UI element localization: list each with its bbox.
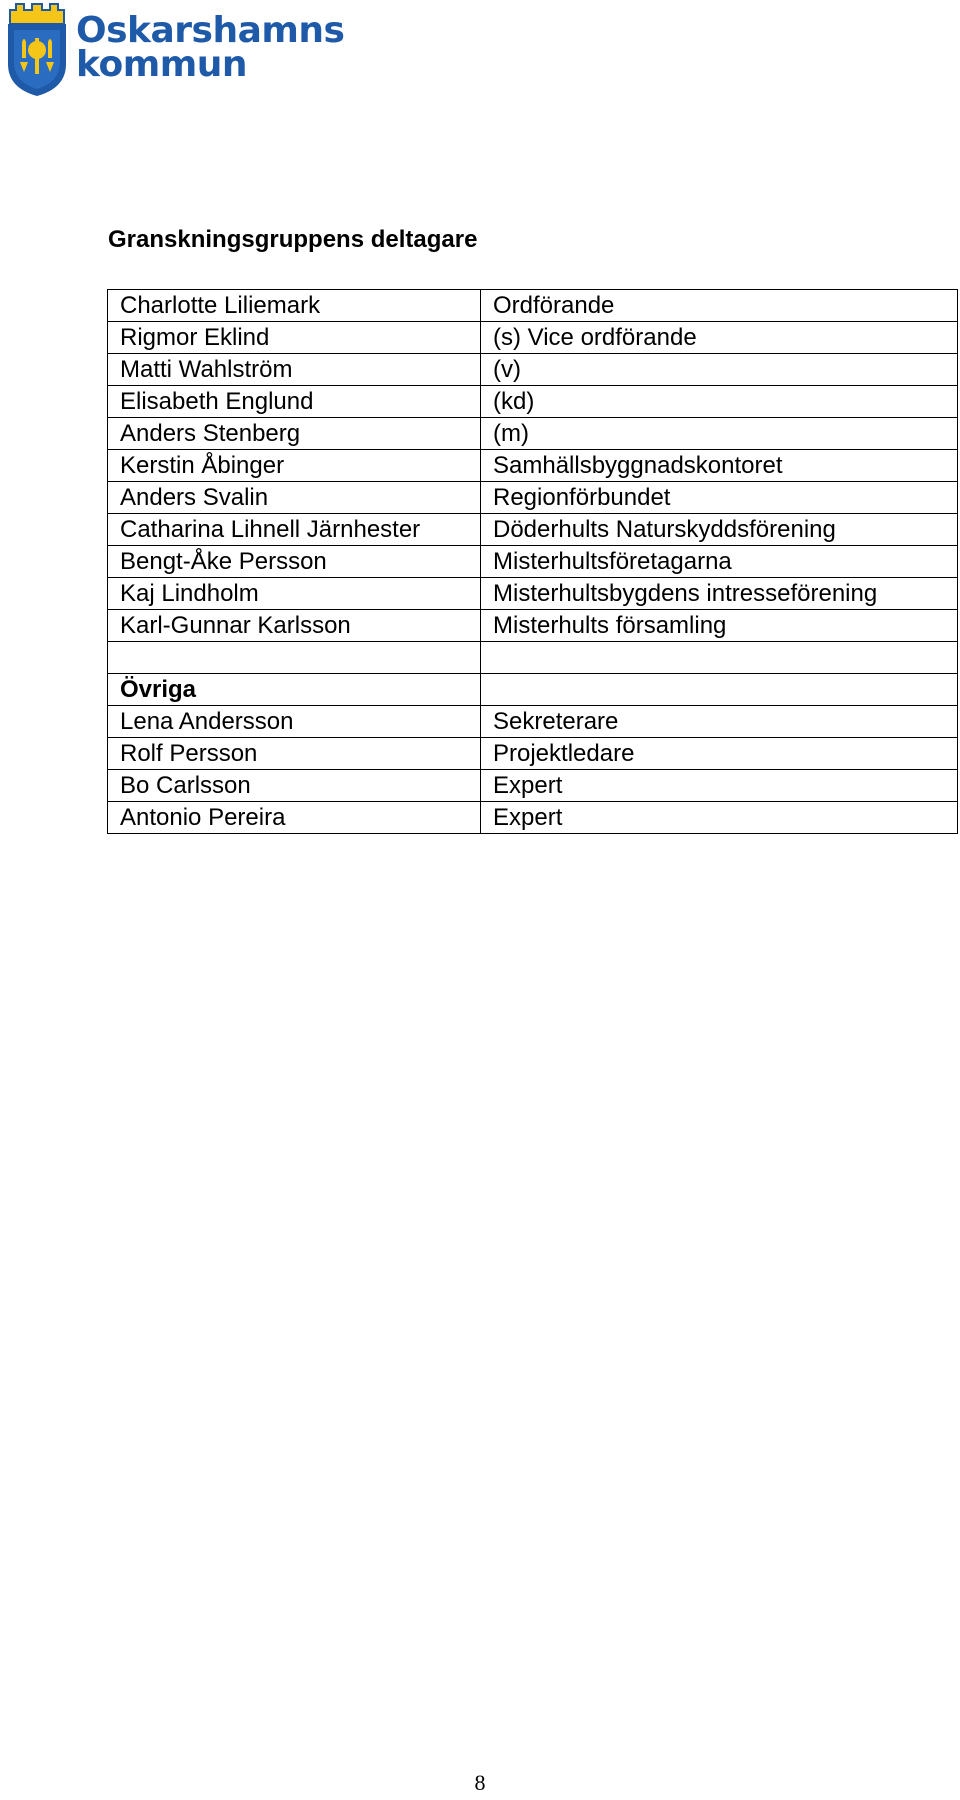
table-row	[108, 706, 958, 738]
page-number: 8	[474, 1770, 486, 1795]
empty-cell	[108, 642, 481, 674]
member-role: Misterhultsbygdens intresseförening	[481, 578, 958, 610]
table-row	[108, 738, 958, 770]
member-name: Karl-Gunnar Karlsson	[108, 610, 481, 642]
member-role: (v)	[481, 354, 958, 386]
other-name: Antonio Pereira	[108, 802, 481, 834]
other-role: Expert	[481, 770, 958, 802]
other-name: Rolf Persson	[108, 738, 481, 770]
other-name: Lena Andersson	[108, 706, 481, 738]
table-row	[108, 770, 958, 802]
member-role: (s) Vice ordförande	[481, 322, 958, 354]
member-role: (kd)	[481, 386, 958, 418]
participants-table	[107, 289, 958, 834]
table-row	[108, 450, 958, 482]
member-role: Misterhults församling	[481, 610, 958, 642]
others-heading-row	[108, 674, 958, 706]
member-name: Charlotte Liliemark	[108, 290, 481, 322]
member-name: Anders Stenberg	[108, 418, 481, 450]
logo-line-2: kommun	[76, 44, 247, 85]
other-name: Bo Carlsson	[108, 770, 481, 802]
member-name: Kaj Lindholm	[108, 578, 481, 610]
municipality-logo	[2, 2, 345, 98]
member-role: (m)	[481, 418, 958, 450]
member-role: Misterhultsföretagarna	[481, 546, 958, 578]
table-row	[108, 482, 958, 514]
table-row	[108, 802, 958, 834]
logo-wordmark	[76, 10, 345, 85]
empty-row	[108, 642, 958, 674]
section-title: Granskningsgruppens deltagare	[108, 226, 478, 253]
table-row	[108, 386, 958, 418]
table-row	[108, 354, 958, 386]
table-row	[108, 290, 958, 322]
member-name: Elisabeth Englund	[108, 386, 481, 418]
table-row	[108, 578, 958, 610]
other-role: Expert	[481, 802, 958, 834]
table-row	[108, 546, 958, 578]
member-name: Anders Svalin	[108, 482, 481, 514]
other-role: Sekreterare	[481, 706, 958, 738]
member-name: Rigmor Eklind	[108, 322, 481, 354]
member-role: Samhällsbyggnadskontoret	[481, 450, 958, 482]
member-name: Catharina Lihnell Järnhester	[108, 514, 481, 546]
member-role: Ordförande	[481, 290, 958, 322]
logo-line-1: Oskarshamns	[76, 10, 345, 51]
table-row	[108, 610, 958, 642]
empty-cell	[481, 674, 958, 706]
other-role: Projektledare	[481, 738, 958, 770]
member-name: Matti Wahlström	[108, 354, 481, 386]
coat-of-arms-icon	[2, 2, 72, 98]
table-row	[108, 322, 958, 354]
others-heading: Övriga	[108, 674, 481, 706]
member-role: Regionförbundet	[481, 482, 958, 514]
table-row	[108, 514, 958, 546]
member-role: Döderhults Naturskyddsförening	[481, 514, 958, 546]
empty-cell	[481, 642, 958, 674]
table-row	[108, 418, 958, 450]
member-name: Kerstin Åbinger	[108, 450, 481, 482]
member-name: Bengt-Åke Persson	[108, 546, 481, 578]
